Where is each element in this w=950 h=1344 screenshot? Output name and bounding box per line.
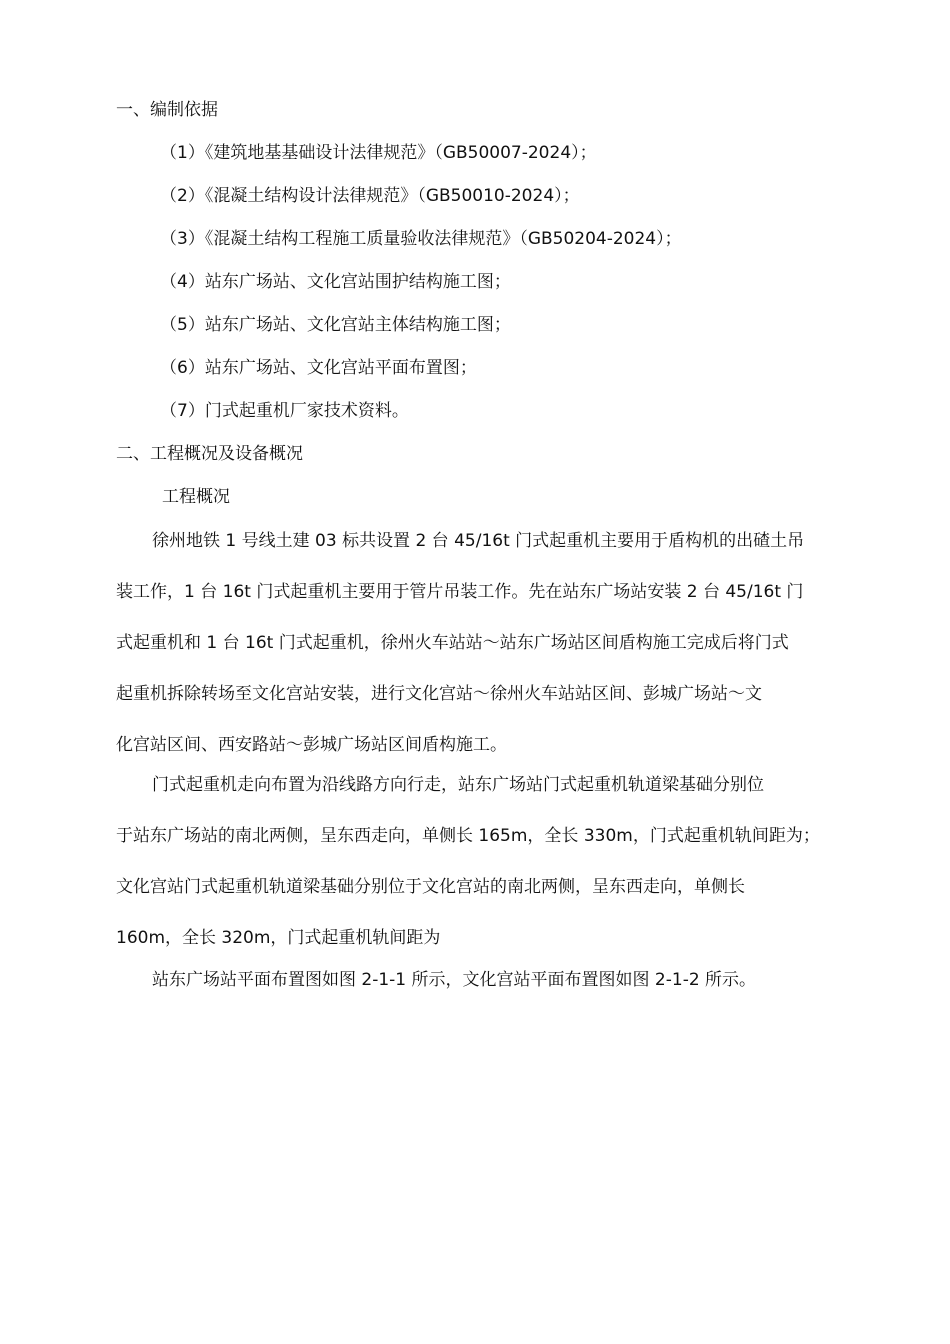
paragraph1-line-4: 起重机拆除转场至文化宫站安装，进行文化宫站～徐州火车站站区间、彭城广场站～文 bbox=[116, 684, 762, 704]
paragraph2-line-2: 于站东广场站的南北两侧，呈东西走向，单侧长 165m，全长 330m，门式起重机轨间距为； bbox=[116, 826, 820, 846]
reference-item-3: （3）《混凝土结构工程施工质量验收法律规范》（GB50204-2024）； bbox=[160, 229, 682, 249]
paragraph1-line-3: 式起重机和 1 台 16t 门式起重机，徐州火车站站～站东广场站区间盾构施工完成后将门式 bbox=[116, 633, 789, 653]
reference-item-7: （7）门式起重机厂家技术资料。 bbox=[160, 401, 409, 421]
section2-heading: 二、工程概况及设备概况 bbox=[116, 444, 303, 464]
paragraph3: 站东广场站平面布置图如图 2-1-1 所示，文化宫站平面布置图如图 2-1-2 所示。 bbox=[152, 970, 757, 990]
paragraph2-line-1: 门式起重机走向布置为沿线路方向行走，站东广场站门式起重机轨道梁基础分别位 bbox=[152, 775, 764, 795]
reference-item-5: （5）站东广场站、文化宫站主体结构施工图； bbox=[160, 315, 511, 335]
paragraph1-line-5: 化宫站区间、西安路站～彭城广场站区间盾构施工。 bbox=[116, 735, 507, 755]
reference-item-1: （1）《建筑地基基础设计法律规范》（GB50007-2024）； bbox=[160, 143, 597, 163]
reference-item-2: （2）《混凝土结构设计法律规范》（GB50010-2024）； bbox=[160, 186, 580, 206]
paragraph2-line-3: 文化宫站门式起重机轨道梁基础分别位于文化宫站的南北两侧，呈东西走向，单侧长 bbox=[116, 877, 745, 897]
reference-item-4: （4）站东广场站、文化宫站围护结构施工图； bbox=[160, 272, 511, 292]
paragraph1-line-1: 徐州地铁 1 号线土建 03 标共设置 2 台 45/16t 门式起重机主要用于盾构机的出碴土吊 bbox=[152, 531, 805, 551]
section2-subheading: 工程概况 bbox=[162, 487, 230, 507]
paragraph2-line-4: 160m，全长 320m，门式起重机轨间距为 bbox=[116, 928, 441, 948]
reference-item-6: （6）站东广场站、文化宫站平面布置图； bbox=[160, 358, 477, 378]
paragraph1-line-2: 装工作，1 台 16t 门式起重机主要用于管片吊装工作。先在站东广场站安装 2 台 45/16t 门 bbox=[116, 582, 804, 602]
section1-heading: 一、编制依据 bbox=[116, 100, 218, 120]
